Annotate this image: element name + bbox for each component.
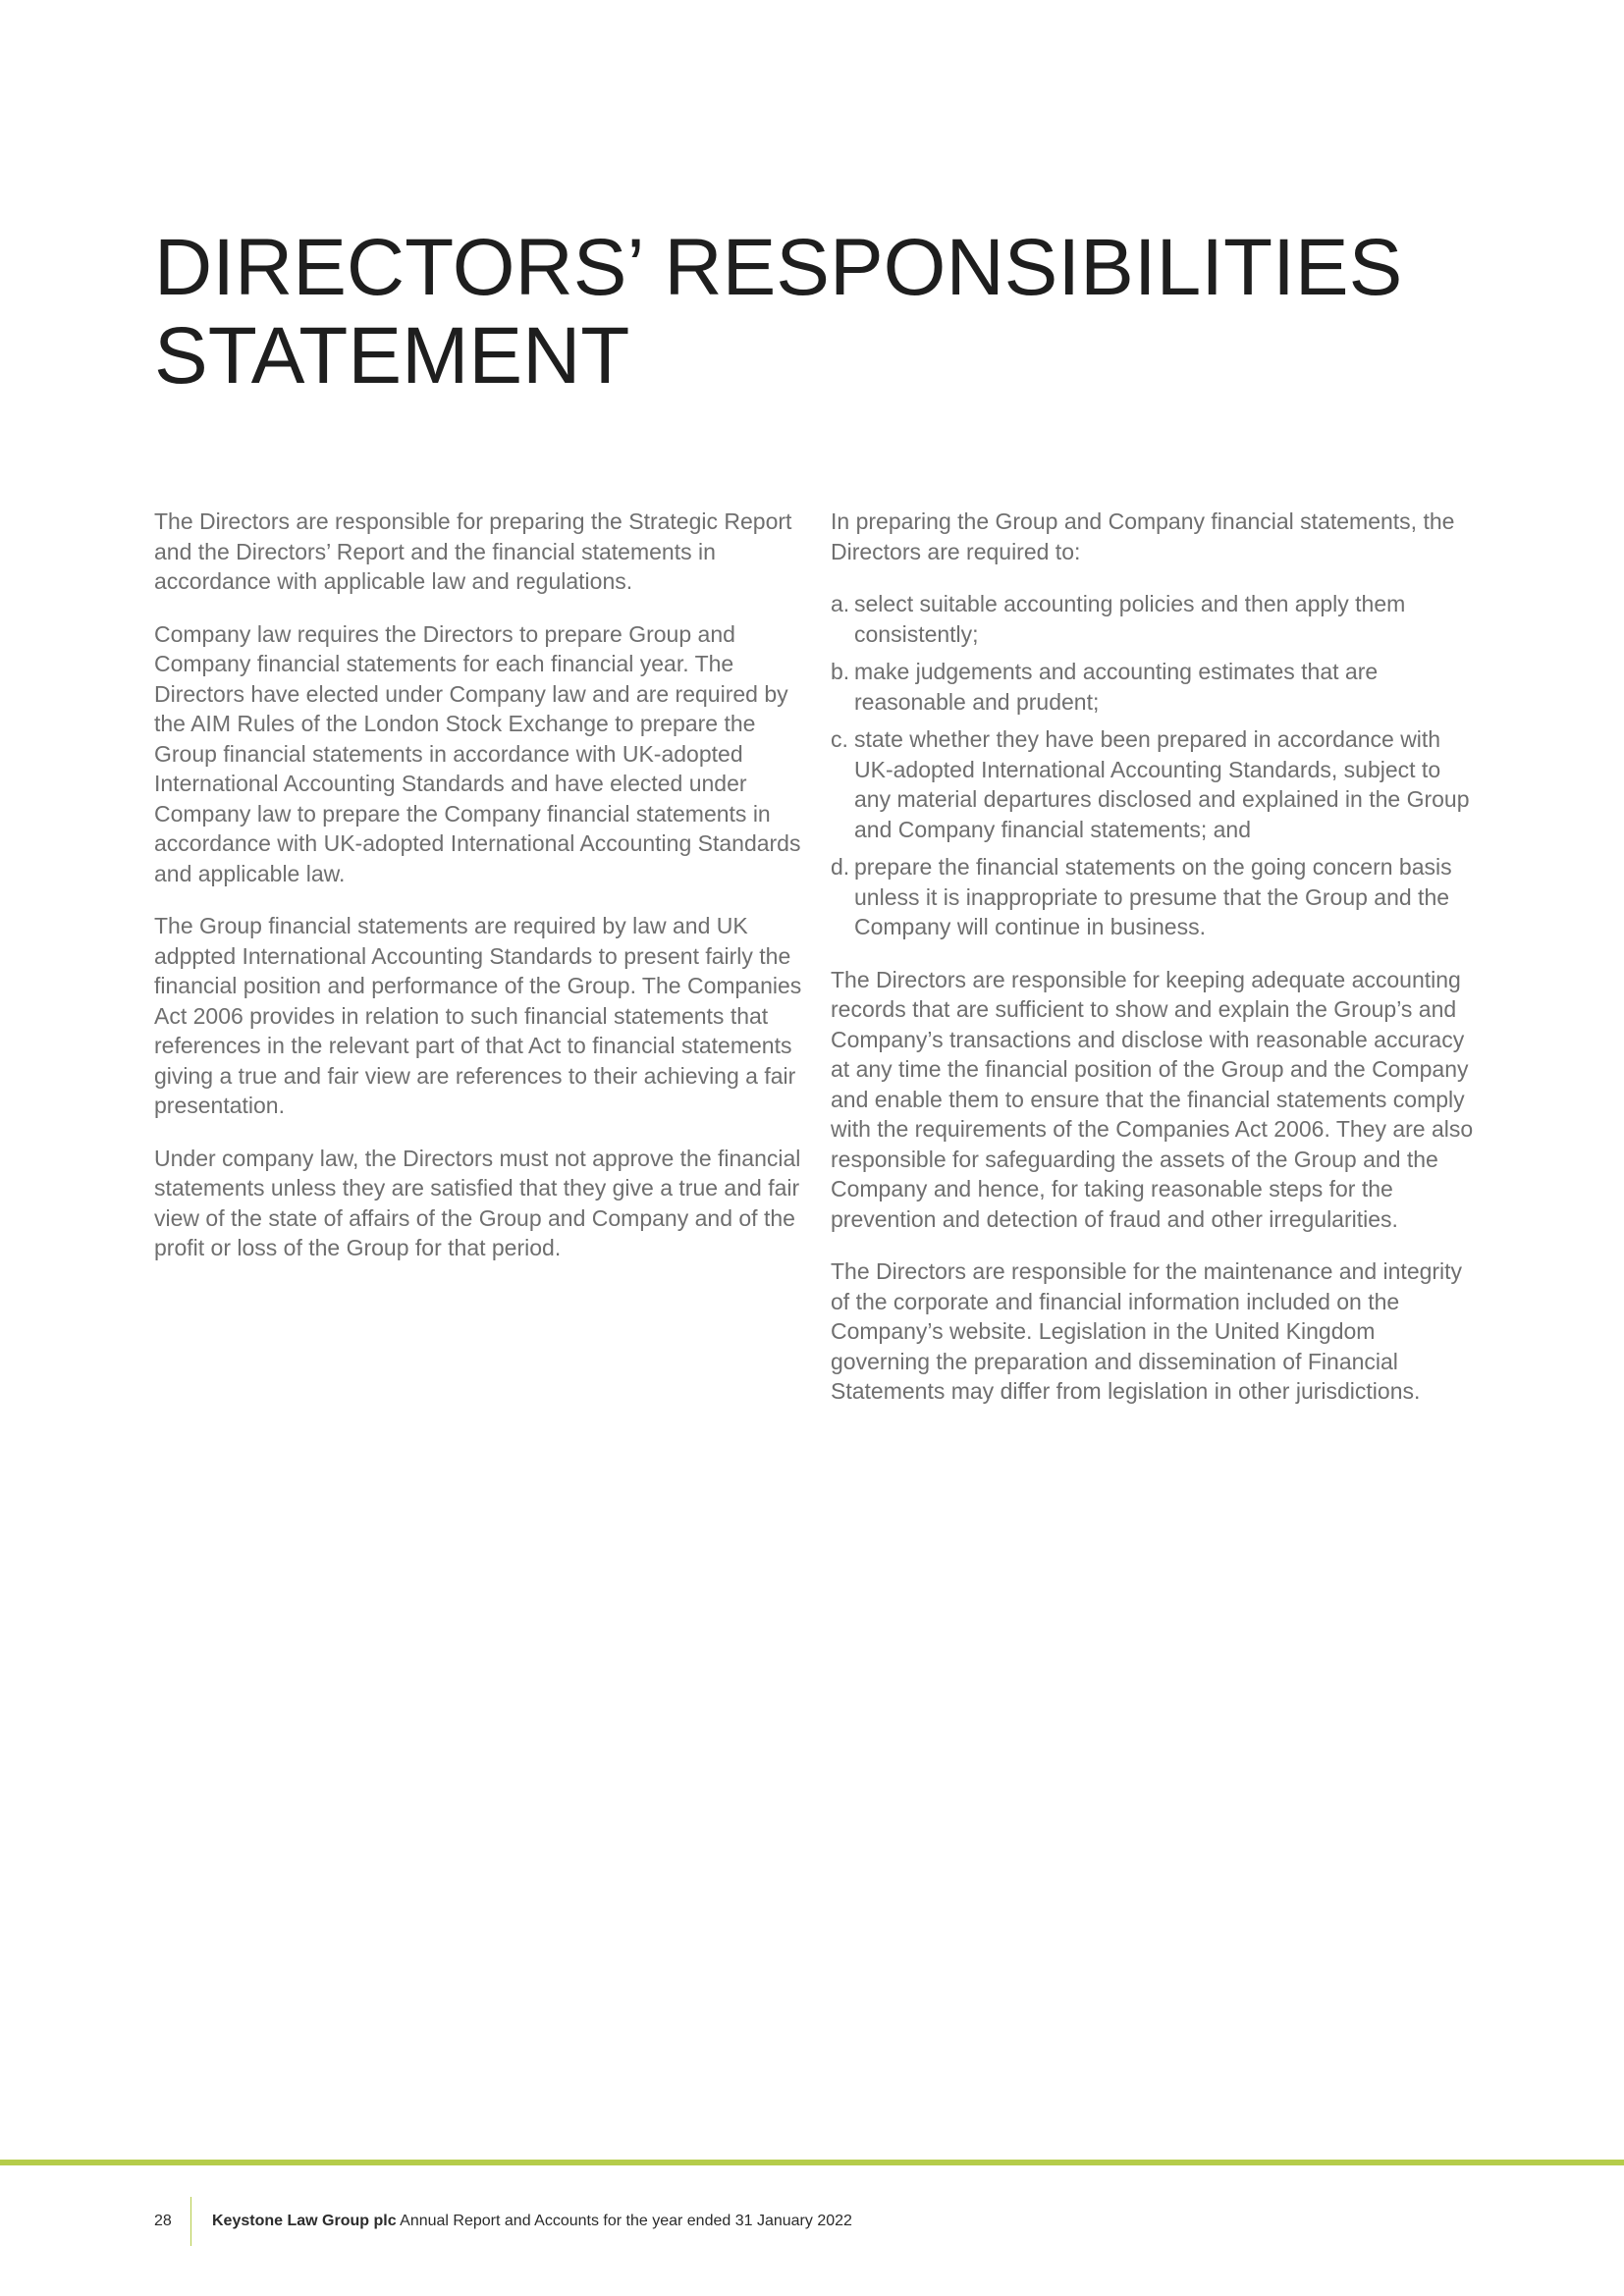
left-column bbox=[154, 507, 802, 1286]
page-number: 28 bbox=[154, 2213, 172, 2229]
footer-description: Annual Report and Accounts for the year ended 31 January 2022 bbox=[396, 2213, 852, 2229]
body-paragraph: The Directors are responsible for preparing the Strategic Report and the Directors’ Report and the financial statements in accordance with applicable law and regulations. bbox=[154, 508, 792, 594]
list-marker: d. bbox=[831, 854, 850, 880]
page-title bbox=[154, 224, 1509, 400]
list-marker: b. bbox=[831, 659, 850, 684]
footer-text bbox=[212, 2197, 852, 2246]
list-item bbox=[831, 852, 1479, 942]
list-marker: a. bbox=[831, 591, 850, 616]
footer-company-name: Keystone Law Group plc bbox=[212, 2213, 397, 2229]
page-title-line-2: STATEMENT bbox=[154, 311, 630, 400]
list-item bbox=[831, 724, 1479, 844]
list-marker: c. bbox=[831, 726, 848, 752]
body-paragraph: The Directors are responsible for keeping adequate accounting records that are sufficient to show and explain the Group’s and Company’s transactions and disclose with reasonable accuracy at any time the financial position of the Group and the Company and enable them to ensure that the financial statements comply with the requirements of the Companies Act 2006. They are also responsible for safeguarding the assets of the Group and the Company and hence, for taking reasonable steps for the prevention and detection of fraud and other irregularities. bbox=[831, 966, 1474, 1232]
body-paragraph: The Group financial statements are required by law and UK adppted International Accounting Standards to present fairly the financial position and performance of the Group. The Companies Act 2006 provides in relation to such financial statements that references in the relevant part of that Act to financial statements giving a true and fair view are references to their achieving a fair presentation. bbox=[154, 913, 802, 1118]
body-paragraph: The Directors are responsible for the maintenance and integrity of the corporate and financial information included on the Company’s website. Legislation in the United Kingdom governing the preparation and dissemination of Financial Statements may differ from legislation in other jurisdictions. bbox=[831, 1258, 1463, 1404]
footer-rule bbox=[0, 2160, 1624, 2165]
right-column bbox=[831, 507, 1479, 1429]
body-paragraph: Company law requires the Directors to prepare Group and Company financial statements for each financial year. The Directors have elected under Company law and are required by the AIM Rules of the London Stock Exchange to prepare the Group financial statements in accordance with UK-adopted International Accounting Standards and have elected under Company law to prepare the Company financial statements in accordance with UK-adopted International Accounting Standards and applicable law. bbox=[154, 620, 801, 886]
footer-divider bbox=[190, 2197, 191, 2246]
list-item-text: state whether they have been prepared in accordance with UK-adopted International Accounting Standards, subject to any material departures disclosed and explained in the Group and Company financial statements; and bbox=[854, 726, 1470, 842]
list-item bbox=[831, 589, 1479, 649]
requirements-list bbox=[831, 589, 1479, 942]
body-paragraph: Under company law, the Directors must not approve the financial statements unless they are satisfied that they give a true and fair view of the state of affairs of the Group and Company and of the profit or loss of the Group for that period. bbox=[154, 1145, 801, 1260]
list-item-text: prepare the financial statements on the going concern basis unless it is inappropriate to presume that the Group and the Company will continue in business. bbox=[854, 854, 1452, 939]
list-item-text: select suitable accounting policies and then apply them consistently; bbox=[854, 591, 1406, 647]
list-item bbox=[831, 657, 1479, 717]
page-title-line-1: DIRECTORS’ RESPONSIBILITIES bbox=[154, 223, 1403, 312]
list-item-text: make judgements and accounting estimates that are reasonable and prudent; bbox=[854, 659, 1379, 715]
list-intro: In preparing the Group and Company financial statements, the Directors are required to: bbox=[831, 508, 1455, 564]
